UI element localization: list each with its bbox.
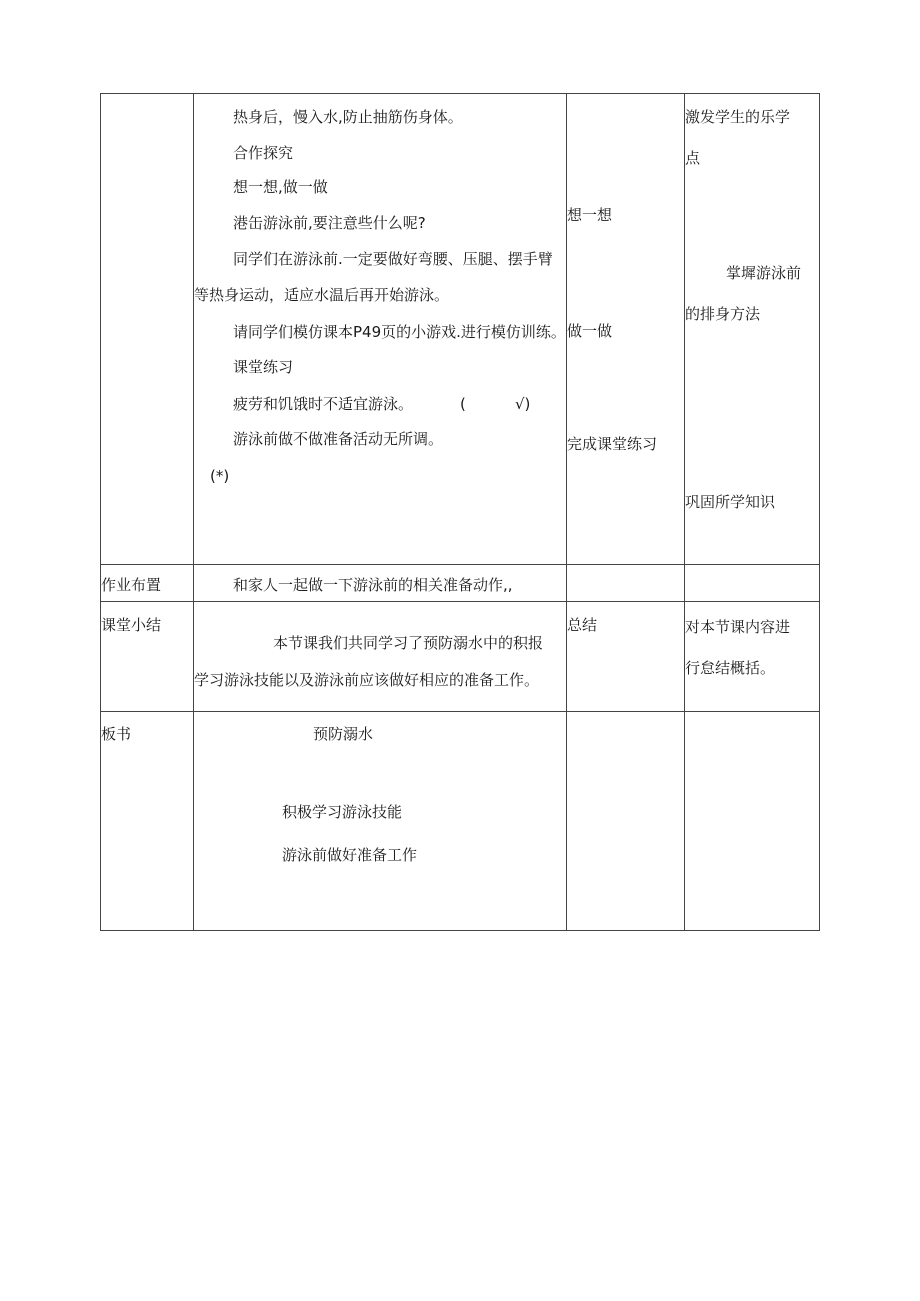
summary-purpose-line: 对本节课内容进 (685, 618, 791, 636)
row-divider (101, 711, 819, 712)
answer-mark: √) (515, 395, 531, 413)
activity-line: 热身后，慢入水,防止抽筋伤身体。 (233, 108, 463, 126)
exercise-question: 疲劳和饥饿时不适宜游泳。 (233, 395, 414, 413)
activity-line: 同学们在游泳前.一定要做好弯腰、压腿、摆手臂 (233, 250, 553, 268)
row-divider (101, 601, 819, 602)
board-label: 板书 (101, 725, 132, 743)
board-title: 预防溺水 (313, 725, 374, 743)
summary-line: 学习游泳技能以及游泳前应该做好相应的准备工作。 (194, 671, 540, 689)
homework-content: 和家人一起做一下游泳前的相关准备动作,, (233, 576, 513, 594)
student-activity: 做一做 (567, 322, 613, 340)
board-line: 游泳前做好准备工作 (282, 846, 418, 864)
answer-mark: (*) (210, 467, 230, 485)
summary-label: 课堂小结 (101, 616, 162, 634)
activity-line: 课堂练习 (233, 358, 294, 376)
summary-purpose-line: 行怠结概括。 (685, 659, 776, 677)
summary-student: 总结 (567, 616, 598, 634)
purpose-line: 点 (685, 149, 701, 167)
exercise-question: 游泳前做不做准备活动无所调。 (233, 430, 444, 448)
column-divider (193, 94, 194, 930)
purpose-line: 激发学生的乐学 (685, 108, 791, 126)
answer-bracket-open: ( (460, 395, 466, 413)
activity-line: 请同学们模仿课本P49页的小游戏.进行模仿训练。 (233, 323, 566, 341)
purpose-line: 巩固所学知识 (685, 493, 776, 511)
column-divider (684, 94, 685, 930)
activity-line: 港缶游泳前,要注意些什么呢? (233, 214, 426, 232)
activity-line: 想一想,做一做 (233, 178, 328, 196)
student-activity: 想一想 (567, 206, 613, 224)
lesson-plan-table (100, 93, 820, 931)
activity-line: 合作探究 (233, 144, 294, 162)
purpose-line: 掌墀游泳前 (726, 264, 802, 282)
homework-label: 作业布置 (101, 576, 162, 594)
student-activity: 完成课堂练习 (567, 435, 658, 453)
board-line: 积极学习游泳技能 (282, 803, 403, 821)
summary-line: 本节课我们共同学习了预防溺水中的积报 (273, 634, 544, 652)
purpose-line: 的排身方法 (685, 305, 761, 323)
row-divider (101, 564, 819, 565)
activity-line: 等热身运动，适应水温后再开始游泳。 (194, 286, 450, 304)
